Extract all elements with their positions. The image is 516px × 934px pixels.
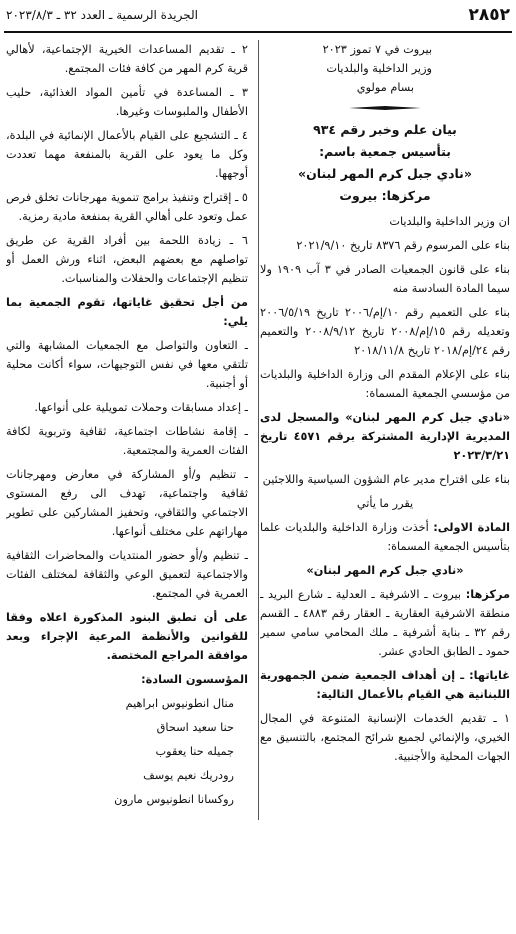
founder-name: روكسانا انطونيوس مارون: [114, 793, 234, 806]
paragraph: بناء على اقتراح مدير عام الشؤون السياسية واللاجئين: [262, 473, 510, 486]
means-heading: من أجل تحقيق غاياتها، تقوم الجمعية بما يلي:: [6, 296, 248, 328]
paragraph: بناء على المرسوم رقم ٨٣٧٦ تاريخ ٢٠٢١/٩/١٠: [296, 239, 510, 252]
gazette-header-title: الجريدة الرسمية ـ العدد ٣٢ ـ ٢٠٢٣/٨/٣: [6, 8, 198, 22]
association-hq: مركزها: بيروت: [339, 188, 431, 203]
association-name: «نادي جبل كرم المهر لبنان»: [306, 564, 464, 577]
notice-subtitle: بتأسيس جمعية باسم:: [319, 144, 451, 159]
founder-name: جميله حنا يعقوب: [155, 745, 234, 758]
founder-name: منال انطونيوس ابراهيم: [125, 697, 234, 710]
goal-item: ٣ ـ المساعدة في تأمين المواد الغذائية، حليب الأطفال والملبوسات وغيرها.: [6, 86, 248, 118]
means-item: ـ تنظيم و/أو المشاركة في معارض ومهرجانات ثقافية واجتماعية، تهدف الى رفع المستوى الاجتماعي والثقافي، وتحفيز المشاركين على تطوير مهاراتهم على مختلف أنواعها.: [6, 468, 248, 538]
means-item: ـ تنظيم و/أو حضور المنتديات والمحاضرات الثقافية والاجتماعية لتعميق الوعي والثقافة لمختلف الفئات العمرية في المجتمع.: [6, 549, 248, 600]
place-date: بيروت في ٧ تموز ٢٠٢٣: [322, 43, 432, 56]
founder-name: رودريك نعيم يوسف: [143, 769, 234, 782]
hq-label: مركزها:: [465, 588, 510, 601]
page-number: ٢٨٥٢: [468, 5, 510, 25]
article-one: [260, 518, 510, 556]
section-divider: [349, 105, 421, 111]
closing-statement: على أن تطبق البنود المذكورة اعلاه وفقا للقوانين والأنظمة المرعية الإجراء وبعد موافقة المراجع المختصة.: [6, 611, 248, 662]
founder-name: حنا سعيد اسحاق: [156, 721, 234, 734]
right-column: [260, 40, 510, 766]
goal-item: ١ ـ تقديم الخدمات الإنسانية المتنوعة في المجال الخيري، والإنمائي لجميع شرائح المجتمع، بالتنسيق مع الجهات المحلية والأجنبية.: [260, 712, 510, 763]
paragraph: بناء على التعميم رقم ١٠/إم/٢٠٠٦ تاريخ ٢٠٠٦/٥/١٩ وتعديله رقم ١٥/إم/٢٠٠٨ تاريخ ٢٠٠٨/٩/١٢ والتعميم رقم ٢٤/إم/٢٠١٨ تاريخ ٢٠١٨/١١/٨: [260, 306, 510, 357]
hq-address: [260, 585, 510, 661]
goal-item: ٥ ـ إقتراح وتنفيذ برامج تنموية مهرجانات تخلق فرص عمل وتعود على أهالي القرية بمنفعة مادية رمزية.: [6, 191, 248, 223]
notice-title: بيان علم وخبر رقم ٩٣٤: [313, 122, 457, 137]
paragraph: بناء على الإعلام المقدم الى وزارة الداخلية والبلديات من مؤسسي الجمعية المسماة:: [260, 368, 510, 400]
means-item: ـ إعداد مسابقات وحملات تمويلية على أنواعها.: [34, 401, 248, 414]
goals-heading: غاياتها: ـ إن أهداف الجمعية ضمن الجمهورية اللبنانية هي القيام بالأعمال التالية:: [260, 669, 510, 701]
minister-name: بسام مولوي: [356, 81, 414, 94]
article-one-label: المادة الاولى:: [433, 521, 510, 534]
column-separator: [258, 40, 259, 820]
paragraph: «نادي جبل كرم المهر لبنان» والمسجل لدى المديرية الإدارية المشتركة برقم ٤٥٧١ تاريخ ٢٠٢٣/٣/٢١: [260, 411, 510, 462]
header-rule: [4, 31, 512, 33]
founders-heading: المؤسسون السادة:: [141, 673, 248, 686]
paragraph: بناء على قانون الجمعيات الصادر في ٣ آب ١٩٠٩ ولا سيما المادة السادسة منه: [260, 263, 510, 295]
minister-title: وزير الداخلية والبلديات: [326, 62, 432, 75]
article-one-text: أخذت وزارة الداخلية والبلديات علما بتأسيس الجمعية المسماة:: [260, 521, 510, 553]
hq-text: بيروت ـ الاشرفية ـ العدلية ـ شارع البريد ـ منطقة الاشرفية العقارية ـ العقار رقم ٤٨٨٣ ـ القسم رقم ٣٢ ـ بناية أشرفية ـ ملك المحامي سامي سمير حمود ـ الطابق الحادي عشر.: [260, 588, 510, 658]
goal-item: ٢ ـ تقديم المساعدات الخيرية الإجتماعية، لأهالي قرية كرم المهر من كافة فئات المجتمع.: [6, 43, 248, 75]
goal-item: ٦ ـ زيادة اللحمة بين أفراد القرية عن طريق تواصلهم مع بعضهم البعض، اثناء ورش العمل أو تنظيم الإجتماعات والحفلات والمناسبات.: [6, 234, 248, 285]
goal-item: ٤ ـ التشجيع على القيام بالأعمال الإنمائية في البلدة، وكل ما يعود على القرية بالمنفعة مهما تعددت أوجهها.: [6, 129, 248, 180]
paragraph: ان وزير الداخلية والبلديات: [389, 215, 510, 228]
means-item: ـ التعاون والتواصل مع الجمعيات المشابهة والتي تلتقي معها في نفس التوجيهات، سواء أكانت محلية أو أجنبية.: [6, 339, 248, 390]
association-name: «نادي جبل كرم المهر لبنان»: [298, 166, 472, 181]
decision-heading: يقرر ما يأتي: [356, 497, 414, 510]
left-column: [6, 40, 248, 809]
means-item: ـ إقامة نشاطات اجتماعية، ثقافية وتربوية لكافة الفئات العمرية والمجتمعية.: [6, 425, 248, 457]
